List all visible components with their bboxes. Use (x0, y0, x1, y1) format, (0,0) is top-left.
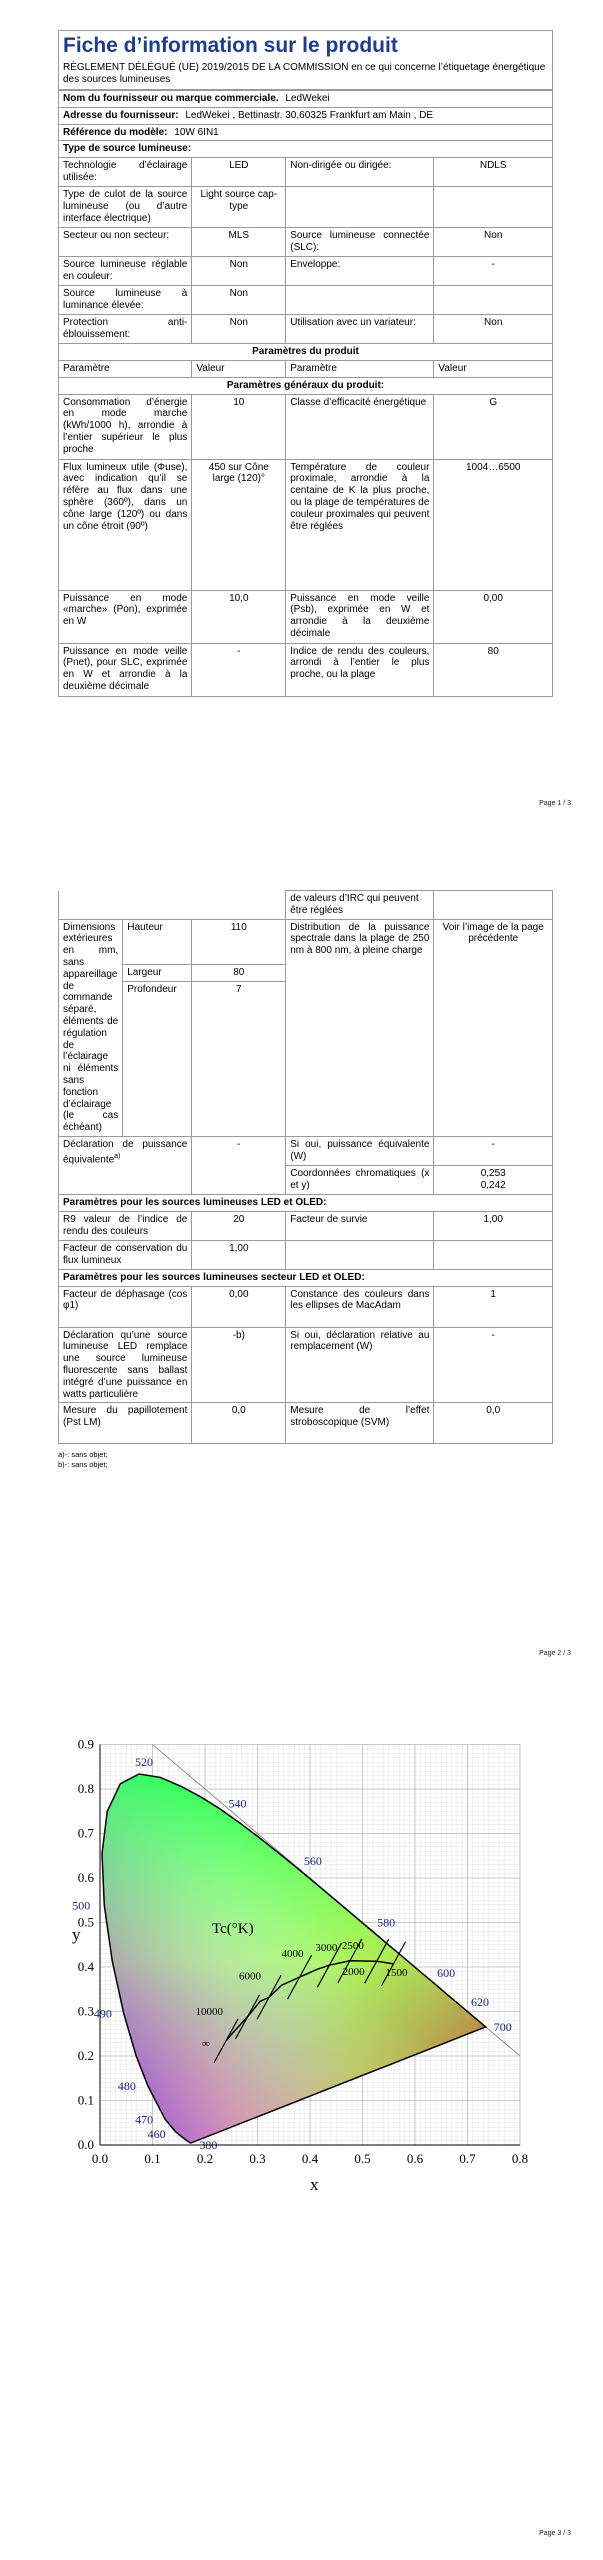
page-2-content (58, 890, 553, 1470)
row-label: Flux lumineux utile (Φuse), avec indication qu’il se réfère au flux dans une sphère (360º), dans un cône large (120º) ou dans un cône étroit (90º) (59, 459, 192, 590)
page-number: Page 3 / 3 (539, 2530, 571, 2537)
row-label (286, 1240, 434, 1269)
wavelength-label: 490 (93, 2006, 112, 2021)
blank-cell (59, 891, 286, 920)
page-title: Fiche d’information sur le produit (58, 30, 553, 61)
row-label: Classe d’efficacité énergétique (286, 394, 434, 459)
tc-value-label: 1500 (385, 1966, 408, 1979)
page-subtitle: RÈGLEMENT DÉLÉGUÉ (UE) 2019/2015 DE LA COMMISSION en ce qui concerne l’étiquetage énergétique des sources lumineuses (58, 61, 553, 90)
row-label: Puissance en mode veille (Pnet), pour SLC, exprimée en W et arrondie à la deuxième décimale (59, 643, 192, 696)
row-label: Mesure de l’effet stroboscopique (SVM) (286, 1403, 434, 1444)
wavelength-label: 700 (493, 2019, 512, 2034)
wavelength-label: 460 (147, 2126, 166, 2141)
led-params-heading: Paramètres pour les sources lumineuses LED et OLED: (59, 1194, 553, 1211)
row-label: Enveloppe: (286, 257, 434, 286)
dim-value: 7 (192, 981, 286, 1136)
supplier-name-label: Nom du fournisseur ou marque commerciale. (63, 93, 279, 104)
table-header-row (59, 360, 553, 377)
footnotes (58, 1450, 553, 1470)
table-row (59, 643, 553, 696)
supplier-table (58, 90, 553, 697)
row-label: Distribution de la puissance spectrale dans la plage de 250 nm à 800 nm, à pleine charge (286, 919, 434, 1136)
row-value (434, 1165, 553, 1194)
row-label: Technologie d’éclairage utilisée: (59, 158, 192, 187)
x-tick-label: 0.1 (144, 2151, 161, 2166)
wavelength-label: 620 (471, 1994, 490, 2009)
tc-value-label: 2000 (342, 1966, 365, 1979)
chroma-x: 0,253 (480, 1167, 506, 1179)
row-label: Facteur de survie (286, 1211, 434, 1240)
dim-name: Profondeur (123, 981, 192, 1136)
x-axis-label: x (310, 2175, 319, 2194)
row-value: Non (434, 315, 553, 344)
table-row (59, 919, 553, 964)
x-tick-label: 0.4 (301, 2151, 319, 2166)
cie-diagram (60, 1725, 550, 2195)
row-label: Source lumineuse à luminance élevée: (59, 286, 192, 315)
row-value: LED (192, 158, 286, 187)
dim-value: 110 (192, 919, 286, 964)
general-params-heading: Paramètres généraux du produit: (59, 377, 553, 394)
row-label: R9 valeur de l’indice de rendu des couleurs (59, 1211, 192, 1240)
row-value: 1004…6500 (434, 459, 553, 590)
table-row (59, 228, 553, 257)
row-value: Light source cap-type (192, 187, 286, 228)
row-label: Protection anti-éblouissement: (59, 315, 192, 344)
table-row (59, 286, 553, 315)
cie-gamut-fill (60, 1725, 550, 2195)
row-label: de valeurs d’IRC qui peuvent être réglées (286, 891, 434, 920)
table-row (59, 394, 553, 459)
row-label: Mesure du papillotement (Pst LM) (59, 1403, 192, 1444)
col-value-header: Valeur (434, 360, 553, 377)
footnote-b: b)-: sans objet; (58, 1460, 108, 1470)
supplier-name-value: LedWekei (285, 93, 330, 104)
x-tick-label: 0.5 (354, 2151, 371, 2166)
tc-value-label: 2500 (341, 1939, 364, 1952)
col-param-header: Paramètre (59, 360, 192, 377)
params-heading: Paramètres du produit (59, 344, 553, 361)
row-value: Voir l’image de la page précédente (434, 919, 553, 1136)
x-tick-label: 0.7 (459, 2151, 476, 2166)
row-label: Indice de rendu des couleurs, arrondi à l’entier le plus proche, ou la plage (286, 643, 434, 696)
x-tick-label: 0.6 (406, 2151, 424, 2166)
row-label: Température de couleur proximale, arrondie à la centaine de K la plus proche, ou la plage de températures de couleur proximales qui peuvent être réglées (286, 459, 434, 590)
table-row (59, 590, 553, 643)
page-1-content (58, 30, 553, 697)
row-value (434, 1240, 553, 1269)
table-row (59, 158, 553, 187)
params-table-continued (58, 890, 553, 1444)
row-label: Si oui, déclaration relative au remplacement (W) (286, 1327, 434, 1403)
row-value: Non (192, 257, 286, 286)
y-tick-label: 0.7 (77, 1825, 94, 1841)
row-value: 0,0 (434, 1403, 553, 1444)
row-value: Non (192, 315, 286, 344)
row-value: 80 (434, 643, 553, 696)
row-label (286, 286, 434, 315)
page-2 (0, 890, 603, 1470)
y-tick-label: 0.1 (77, 2092, 94, 2108)
table-row (59, 315, 553, 344)
y-tick-label: 0.2 (77, 2048, 94, 2063)
table-row (59, 1286, 553, 1327)
wavelength-label: 540 (228, 1796, 247, 1811)
row-label (59, 1136, 192, 1194)
row-value: 1,00 (192, 1240, 286, 1269)
source-type-heading: Type de source lumineuse: (59, 141, 553, 158)
model-label: Référence du modèle: (63, 126, 168, 138)
supplier-name-row (59, 91, 553, 108)
wavelength-label: 560 (303, 1854, 322, 1869)
page-number: Page 2 / 3 (539, 1650, 571, 1657)
x-tick-label: 0.2 (196, 2151, 214, 2166)
x-tick-label: 0.0 (91, 2151, 109, 2166)
cie-svg (60, 1725, 550, 2195)
wavelength-label: 520 (135, 1754, 154, 1769)
row-value: Non (192, 286, 286, 315)
row-value: 1 (434, 1286, 553, 1327)
x-tick-label: 0.8 (511, 2151, 529, 2166)
table-row (59, 187, 553, 228)
row-label: Consommation d’énergie en mode marche (kWh/1000 h), arrondie à l’entier supérieur le plus proche (59, 394, 192, 459)
model-value: 10W 6IN1 (174, 126, 219, 138)
col-value-header: Valeur (192, 360, 286, 377)
row-value: - (434, 1136, 553, 1165)
x-tick-label: 0.3 (249, 2151, 266, 2166)
y-tick-label: 0.3 (77, 2003, 94, 2019)
row-value: Non (434, 228, 553, 257)
row-label: Déclaration qu’une source lumineuse LED remplace une source lumineuse fluorescente sans ballast intégré d’une puissance en watts particulière (59, 1327, 192, 1403)
row-value: - (192, 643, 286, 696)
row-label: Utilisation avec un variateur: (286, 315, 434, 344)
mains-params-heading: Paramètres pour les sources lumineuses secteur LED et OLED: (59, 1269, 553, 1286)
row-label: Secteur ou non secteur: (59, 228, 192, 257)
y-tick-label: 0.9 (77, 1736, 94, 1752)
supplier-address-row (59, 107, 553, 124)
row-value: 0,0 (192, 1403, 286, 1444)
table-row (59, 1240, 553, 1269)
row-value: 450 sur Cône large (120)° (192, 459, 286, 590)
wavelength-label: 600 (437, 1966, 456, 1981)
y-tick-label: 0.6 (77, 1870, 94, 1885)
tc-value-label: 4000 (281, 1948, 304, 1961)
wavelength-label: 380 (199, 2137, 218, 2152)
row-label: Si oui, puissance équivalente (W) (286, 1136, 434, 1165)
row-label: Source lumineuse réglable en couleur: (59, 257, 192, 286)
dim-name: Largeur (123, 964, 192, 981)
row-value (434, 187, 553, 228)
tc-value-label: ∞ (202, 2037, 210, 2050)
y-axis-label: y (72, 1925, 81, 1944)
table-row (59, 257, 553, 286)
tc-value-label: 6000 (239, 1970, 262, 1983)
wavelength-label: 580 (377, 1915, 396, 1930)
row-label: Coordonnées chromatiques (x et y) (286, 1165, 434, 1194)
y-tick-label: 0.4 (77, 1959, 94, 1974)
chroma-y: 0,242 (480, 1179, 506, 1191)
footnote-a: a)-: sans objet; (58, 1450, 108, 1460)
row-value (434, 286, 553, 315)
row-value: - (192, 1136, 286, 1194)
table-row (59, 1136, 553, 1165)
row-value: 10,0 (192, 590, 286, 643)
row-label: Puissance en mode veille (Psb), exprimée en W et arrondie à la deuxième décimale (286, 590, 434, 643)
row-label: Facteur de déphasage (cos φ1) (59, 1286, 192, 1327)
blank-cell (434, 891, 553, 920)
decl-sup: a) (114, 1152, 121, 1160)
row-value: -b) (192, 1327, 286, 1403)
row-value: 0,00 (434, 590, 553, 643)
row-label (286, 187, 434, 228)
row-value: 10 (192, 394, 286, 459)
row-value: 1,00 (434, 1211, 553, 1240)
page-number: Page 1 / 3 (539, 800, 571, 807)
supplier-address-value: LedWekei , Bettinastr. 30,60325 Frankfurt am Main , DE (185, 109, 434, 121)
decl-label: Déclaration de puissance équivalente (63, 1138, 188, 1166)
row-label: Type de culot de la source lumineuse (ou d’autre interface électrique) (59, 187, 192, 228)
table-row (59, 1327, 553, 1403)
row-label: Non-dirigée ou dirigée: (286, 158, 434, 187)
wavelength-label: 480 (117, 2078, 136, 2093)
row-label: Constance des couleurs dans les ellipses de MacAdam (286, 1286, 434, 1327)
table-row (59, 1403, 553, 1444)
tc-label: Tc(°K) (212, 1921, 254, 1937)
row-value: - (434, 1327, 553, 1403)
supplier-address-label: Adresse du fournisseur: (63, 109, 179, 121)
col-param-header: Paramètre (286, 360, 434, 377)
row-label: Facteur de conservation du flux lumineux (59, 1240, 192, 1269)
row-value: NDLS (434, 158, 553, 187)
y-tick-label: 0.0 (77, 2137, 94, 2152)
tc-value-label: 10000 (195, 2005, 224, 2018)
row-value: G (434, 394, 553, 459)
page-1 (0, 30, 603, 697)
row-value: 0,00 (192, 1286, 286, 1327)
wavelength-label: 470 (135, 2112, 154, 2127)
table-row (59, 1211, 553, 1240)
y-tick-label: 0.5 (77, 1914, 94, 1930)
model-row (59, 124, 553, 141)
table-row (59, 459, 553, 590)
row-value: - (434, 257, 553, 286)
row-label: Puissance en mode «marche» (Pon), exprimée en W (59, 590, 192, 643)
dim-value: 80 (192, 964, 286, 981)
wavelength-label: 500 (72, 1898, 91, 1913)
tc-value-label: 3000 (315, 1942, 338, 1955)
row-value: 20 (192, 1211, 286, 1240)
dim-name: Hauteur (123, 919, 192, 964)
row-label: Dimensions extérieures en mm, sans appareillage de commande séparé, éléments de régulation de l’éclairage ni éléments sans fonction d’éclairage (le cas échéant) (59, 919, 123, 1136)
row-label: Source lumineuse connectée (SLC): (286, 228, 434, 257)
row-value: MLS (192, 228, 286, 257)
y-tick-label: 0.8 (77, 1781, 94, 1796)
